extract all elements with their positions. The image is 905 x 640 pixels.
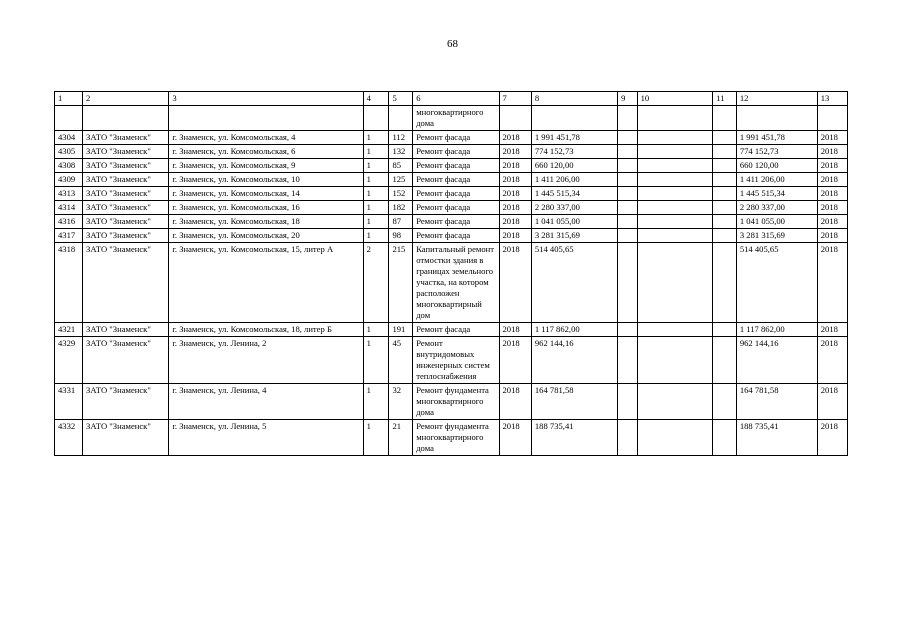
cell-row-id: 4305 [55, 145, 83, 159]
cell-row-id: 4313 [55, 187, 83, 201]
cell-year: 2018 [499, 187, 531, 201]
cell-year: 2018 [499, 229, 531, 243]
cell-col-5: 132 [389, 145, 413, 159]
cell-row-id: 4318 [55, 243, 83, 323]
table-row [55, 384, 848, 420]
page-number: 68 [447, 38, 458, 50]
cell-address: 3 [169, 92, 363, 106]
cell-address: г. Знаменск, ул. Комсомольская, 18 [169, 215, 363, 229]
cell-col-5: 32 [389, 384, 413, 420]
cell-col-10 [637, 106, 713, 131]
cell-total: 164 781,58 [736, 384, 817, 420]
cell-work-type: Ремонт фасада [413, 131, 499, 145]
cell-col-10 [637, 201, 713, 215]
cell-col-11 [713, 243, 737, 323]
cell-col-10 [637, 145, 713, 159]
cell-year: 2018 [499, 201, 531, 215]
cell-col-5: 45 [389, 337, 413, 384]
cell-col-4: 1 [363, 337, 389, 384]
cell-col-11 [713, 187, 737, 201]
table-row [55, 145, 848, 159]
cell-col-4: 1 [363, 384, 389, 420]
cell-total: 188 735,41 [736, 420, 817, 456]
cell-address: г. Знаменск, ул. Комсомольская, 6 [169, 145, 363, 159]
cell-col-9 [618, 420, 637, 456]
cell-col-4: 1 [363, 215, 389, 229]
cell-year: 2018 [499, 420, 531, 456]
cell-work-type: Ремонт фасада [413, 229, 499, 243]
cell-col-10 [637, 229, 713, 243]
cell-total: 2 280 337,00 [736, 201, 817, 215]
table-row [55, 243, 848, 323]
cell-col-11 [713, 215, 737, 229]
cell-col-10 [637, 243, 713, 323]
cell-municipality: 2 [83, 92, 169, 106]
cell-col-9: 9 [618, 92, 637, 106]
continuation-row [55, 106, 848, 131]
cell-col-5: 87 [389, 215, 413, 229]
cell-col-10 [637, 159, 713, 173]
cell-address: г. Знаменск, ул. Комсомольская, 9 [169, 159, 363, 173]
cell-col-4: 1 [363, 187, 389, 201]
cell-end-year: 2018 [817, 159, 847, 173]
cell-col-11 [713, 106, 737, 131]
cell-col-9 [618, 323, 637, 337]
cell-col-5: 21 [389, 420, 413, 456]
cell-col-4: 4 [363, 92, 389, 106]
cell-cost: 660 120,00 [531, 159, 617, 173]
cell-col-9 [618, 384, 637, 420]
cell-col-10 [637, 323, 713, 337]
cell-col-10 [637, 173, 713, 187]
cell-col-9 [618, 201, 637, 215]
cell-cost: 1 991 451,78 [531, 131, 617, 145]
cell-cost: 2 280 337,00 [531, 201, 617, 215]
cell-col-5: 215 [389, 243, 413, 323]
cell-total: 1 117 862,00 [736, 323, 817, 337]
cell-cost: 514 405,65 [531, 243, 617, 323]
cell-total: 1 991 451,78 [736, 131, 817, 145]
cell-col-9 [618, 187, 637, 201]
cell-end-year: 2018 [817, 323, 847, 337]
cell-year [499, 106, 531, 131]
cell-address: г. Знаменск, ул. Комсомольская, 16 [169, 201, 363, 215]
cell-end-year: 2018 [817, 131, 847, 145]
cell-municipality: ЗАТО "Знаменск" [83, 229, 169, 243]
cell-end-year: 2018 [817, 229, 847, 243]
cell-row-id: 4317 [55, 229, 83, 243]
cell-col-11 [713, 145, 737, 159]
cell-row-id: 4314 [55, 201, 83, 215]
cell-end-year: 2018 [817, 384, 847, 420]
cell-col-10 [637, 131, 713, 145]
cell-address: г. Знаменск, ул. Комсомольская, 14 [169, 187, 363, 201]
cell-col-11 [713, 201, 737, 215]
cell-work-type: Ремонт фасада [413, 201, 499, 215]
cell-col-9 [618, 173, 637, 187]
cell-col-11 [713, 384, 737, 420]
cell-col-10 [637, 420, 713, 456]
cell-work-type: Ремонт фасада [413, 173, 499, 187]
cell-col-4: 1 [363, 173, 389, 187]
cell-col-9 [618, 159, 637, 173]
table-row [55, 420, 848, 456]
cell-col-11 [713, 337, 737, 384]
cell-address: г. Знаменск, ул. Комсомольская, 15, литер А [169, 243, 363, 323]
cell-col-5: 112 [389, 131, 413, 145]
cell-total: 962 144,16 [736, 337, 817, 384]
cell-address: г. Знаменск, ул. Комсомольская, 4 [169, 131, 363, 145]
cell-col-4: 1 [363, 323, 389, 337]
cell-end-year: 2018 [817, 243, 847, 323]
cell-work-type: Ремонт фасада [413, 323, 499, 337]
repair-registry-table [54, 91, 848, 456]
cell-col-9 [618, 106, 637, 131]
cell-row-id: 4308 [55, 159, 83, 173]
cell-end-year: 13 [817, 92, 847, 106]
cell-col-5: 152 [389, 187, 413, 201]
cell-end-year: 2018 [817, 145, 847, 159]
cell-row-id: 4321 [55, 323, 83, 337]
cell-municipality: ЗАТО "Знаменск" [83, 173, 169, 187]
cell-col-5: 5 [389, 92, 413, 106]
cell-col-4: 1 [363, 420, 389, 456]
cell-year: 2018 [499, 145, 531, 159]
cell-row-id: 4332 [55, 420, 83, 456]
cell-year: 7 [499, 92, 531, 106]
cell-year: 2018 [499, 337, 531, 384]
cell-total: 660 120,00 [736, 159, 817, 173]
cell-col-10: 10 [637, 92, 713, 106]
cell-end-year: 2018 [817, 215, 847, 229]
cell-col-11 [713, 323, 737, 337]
cell-address [169, 106, 363, 131]
cell-col-4: 1 [363, 159, 389, 173]
table-row [55, 229, 848, 243]
table-row [55, 215, 848, 229]
cell-col-11 [713, 159, 737, 173]
cell-total: 774 152,73 [736, 145, 817, 159]
cell-municipality: ЗАТО "Знаменск" [83, 337, 169, 384]
cell-work-type: Ремонт фундамента многоквартирного дома [413, 384, 499, 420]
cell-col-10 [637, 187, 713, 201]
table-row [55, 201, 848, 215]
cell-col-11: 11 [713, 92, 737, 106]
cell-work-type: Ремонт фундамента многоквартирного дома [413, 420, 499, 456]
cell-total: 1 411 206,00 [736, 173, 817, 187]
cell-col-4 [363, 106, 389, 131]
cell-col-5: 191 [389, 323, 413, 337]
cell-row-id: 1 [55, 92, 83, 106]
cell-col-4: 1 [363, 229, 389, 243]
cell-work-type: Капитальный ремонт отмостки здания в границах земельного участка, на котором расположен многоквартирный дом [413, 243, 499, 323]
table-row [55, 131, 848, 145]
cell-cost: 188 735,41 [531, 420, 617, 456]
table-row [55, 159, 848, 173]
cell-year: 2018 [499, 131, 531, 145]
cell-cost: 774 152,73 [531, 145, 617, 159]
cell-col-11 [713, 229, 737, 243]
cell-municipality: ЗАТО "Знаменск" [83, 159, 169, 173]
cell-municipality: ЗАТО "Знаменск" [83, 201, 169, 215]
cell-work-type: Ремонт внутридомовых инженерных систем теплоснабжения [413, 337, 499, 384]
cell-col-9 [618, 131, 637, 145]
cell-address: г. Знаменск, ул. Комсомольская, 18, литер Б [169, 323, 363, 337]
cell-col-9 [618, 215, 637, 229]
table-row [55, 323, 848, 337]
cell-cost: 962 144,16 [531, 337, 617, 384]
cell-cost: 3 281 315,69 [531, 229, 617, 243]
cell-col-4: 1 [363, 145, 389, 159]
cell-work-type: многоквартирного дома [413, 106, 499, 131]
cell-col-5: 98 [389, 229, 413, 243]
table-row [55, 173, 848, 187]
cell-work-type: Ремонт фасада [413, 159, 499, 173]
cell-year: 2018 [499, 323, 531, 337]
cell-municipality: ЗАТО "Знаменск" [83, 187, 169, 201]
cell-col-11 [713, 420, 737, 456]
cell-col-10 [637, 215, 713, 229]
cell-year: 2018 [499, 173, 531, 187]
cell-work-type: 6 [413, 92, 499, 106]
cell-row-id: 4331 [55, 384, 83, 420]
cell-year: 2018 [499, 243, 531, 323]
cell-total: 514 405,65 [736, 243, 817, 323]
cell-work-type: Ремонт фасада [413, 187, 499, 201]
cell-col-9 [618, 229, 637, 243]
cell-row-id: 4329 [55, 337, 83, 384]
cell-total: 1 041 055,00 [736, 215, 817, 229]
cell-work-type: Ремонт фасада [413, 145, 499, 159]
cell-address: г. Знаменск, ул. Ленина, 5 [169, 420, 363, 456]
cell-cost: 164 781,58 [531, 384, 617, 420]
cell-total: 1 445 515,34 [736, 187, 817, 201]
cell-municipality: ЗАТО "Знаменск" [83, 243, 169, 323]
cell-col-9 [618, 243, 637, 323]
cell-cost [531, 106, 617, 131]
cell-municipality: ЗАТО "Знаменск" [83, 323, 169, 337]
cell-col-5: 85 [389, 159, 413, 173]
cell-col-10 [637, 337, 713, 384]
cell-end-year: 2018 [817, 187, 847, 201]
cell-col-11 [713, 173, 737, 187]
cell-municipality [83, 106, 169, 131]
cell-cost: 1 411 206,00 [531, 173, 617, 187]
table-row [55, 187, 848, 201]
cell-end-year: 2018 [817, 201, 847, 215]
table-body [55, 92, 848, 456]
cell-col-9 [618, 337, 637, 384]
cell-end-year [817, 106, 847, 131]
cell-municipality: ЗАТО "Знаменск" [83, 215, 169, 229]
cell-total [736, 106, 817, 131]
cell-address: г. Знаменск, ул. Ленина, 4 [169, 384, 363, 420]
cell-work-type: Ремонт фасада [413, 215, 499, 229]
cell-year: 2018 [499, 215, 531, 229]
cell-row-id: 4309 [55, 173, 83, 187]
cell-cost: 1 041 055,00 [531, 215, 617, 229]
cell-col-4: 1 [363, 131, 389, 145]
cell-col-5 [389, 106, 413, 131]
cell-cost: 1 445 515,34 [531, 187, 617, 201]
cell-cost: 1 117 862,00 [531, 323, 617, 337]
cell-row-id: 4304 [55, 131, 83, 145]
table-row [55, 337, 848, 384]
cell-address: г. Знаменск, ул. Комсомольская, 20 [169, 229, 363, 243]
cell-year: 2018 [499, 384, 531, 420]
cell-col-5: 125 [389, 173, 413, 187]
cell-municipality: ЗАТО "Знаменск" [83, 420, 169, 456]
cell-address: г. Знаменск, ул. Комсомольская, 10 [169, 173, 363, 187]
cell-end-year: 2018 [817, 420, 847, 456]
cell-col-9 [618, 145, 637, 159]
cell-municipality: ЗАТО "Знаменск" [83, 384, 169, 420]
cell-col-4: 2 [363, 243, 389, 323]
cell-year: 2018 [499, 159, 531, 173]
cell-end-year: 2018 [817, 337, 847, 384]
cell-cost: 8 [531, 92, 617, 106]
cell-row-id [55, 106, 83, 131]
cell-address: г. Знаменск, ул. Ленина, 2 [169, 337, 363, 384]
cell-total: 12 [736, 92, 817, 106]
cell-col-5: 182 [389, 201, 413, 215]
cell-municipality: ЗАТО "Знаменск" [83, 145, 169, 159]
cell-col-11 [713, 131, 737, 145]
cell-end-year: 2018 [817, 173, 847, 187]
cell-col-4: 1 [363, 201, 389, 215]
cell-municipality: ЗАТО "Знаменск" [83, 131, 169, 145]
cell-row-id: 4316 [55, 215, 83, 229]
cell-col-10 [637, 384, 713, 420]
header-row [55, 92, 848, 106]
cell-total: 3 281 315,69 [736, 229, 817, 243]
